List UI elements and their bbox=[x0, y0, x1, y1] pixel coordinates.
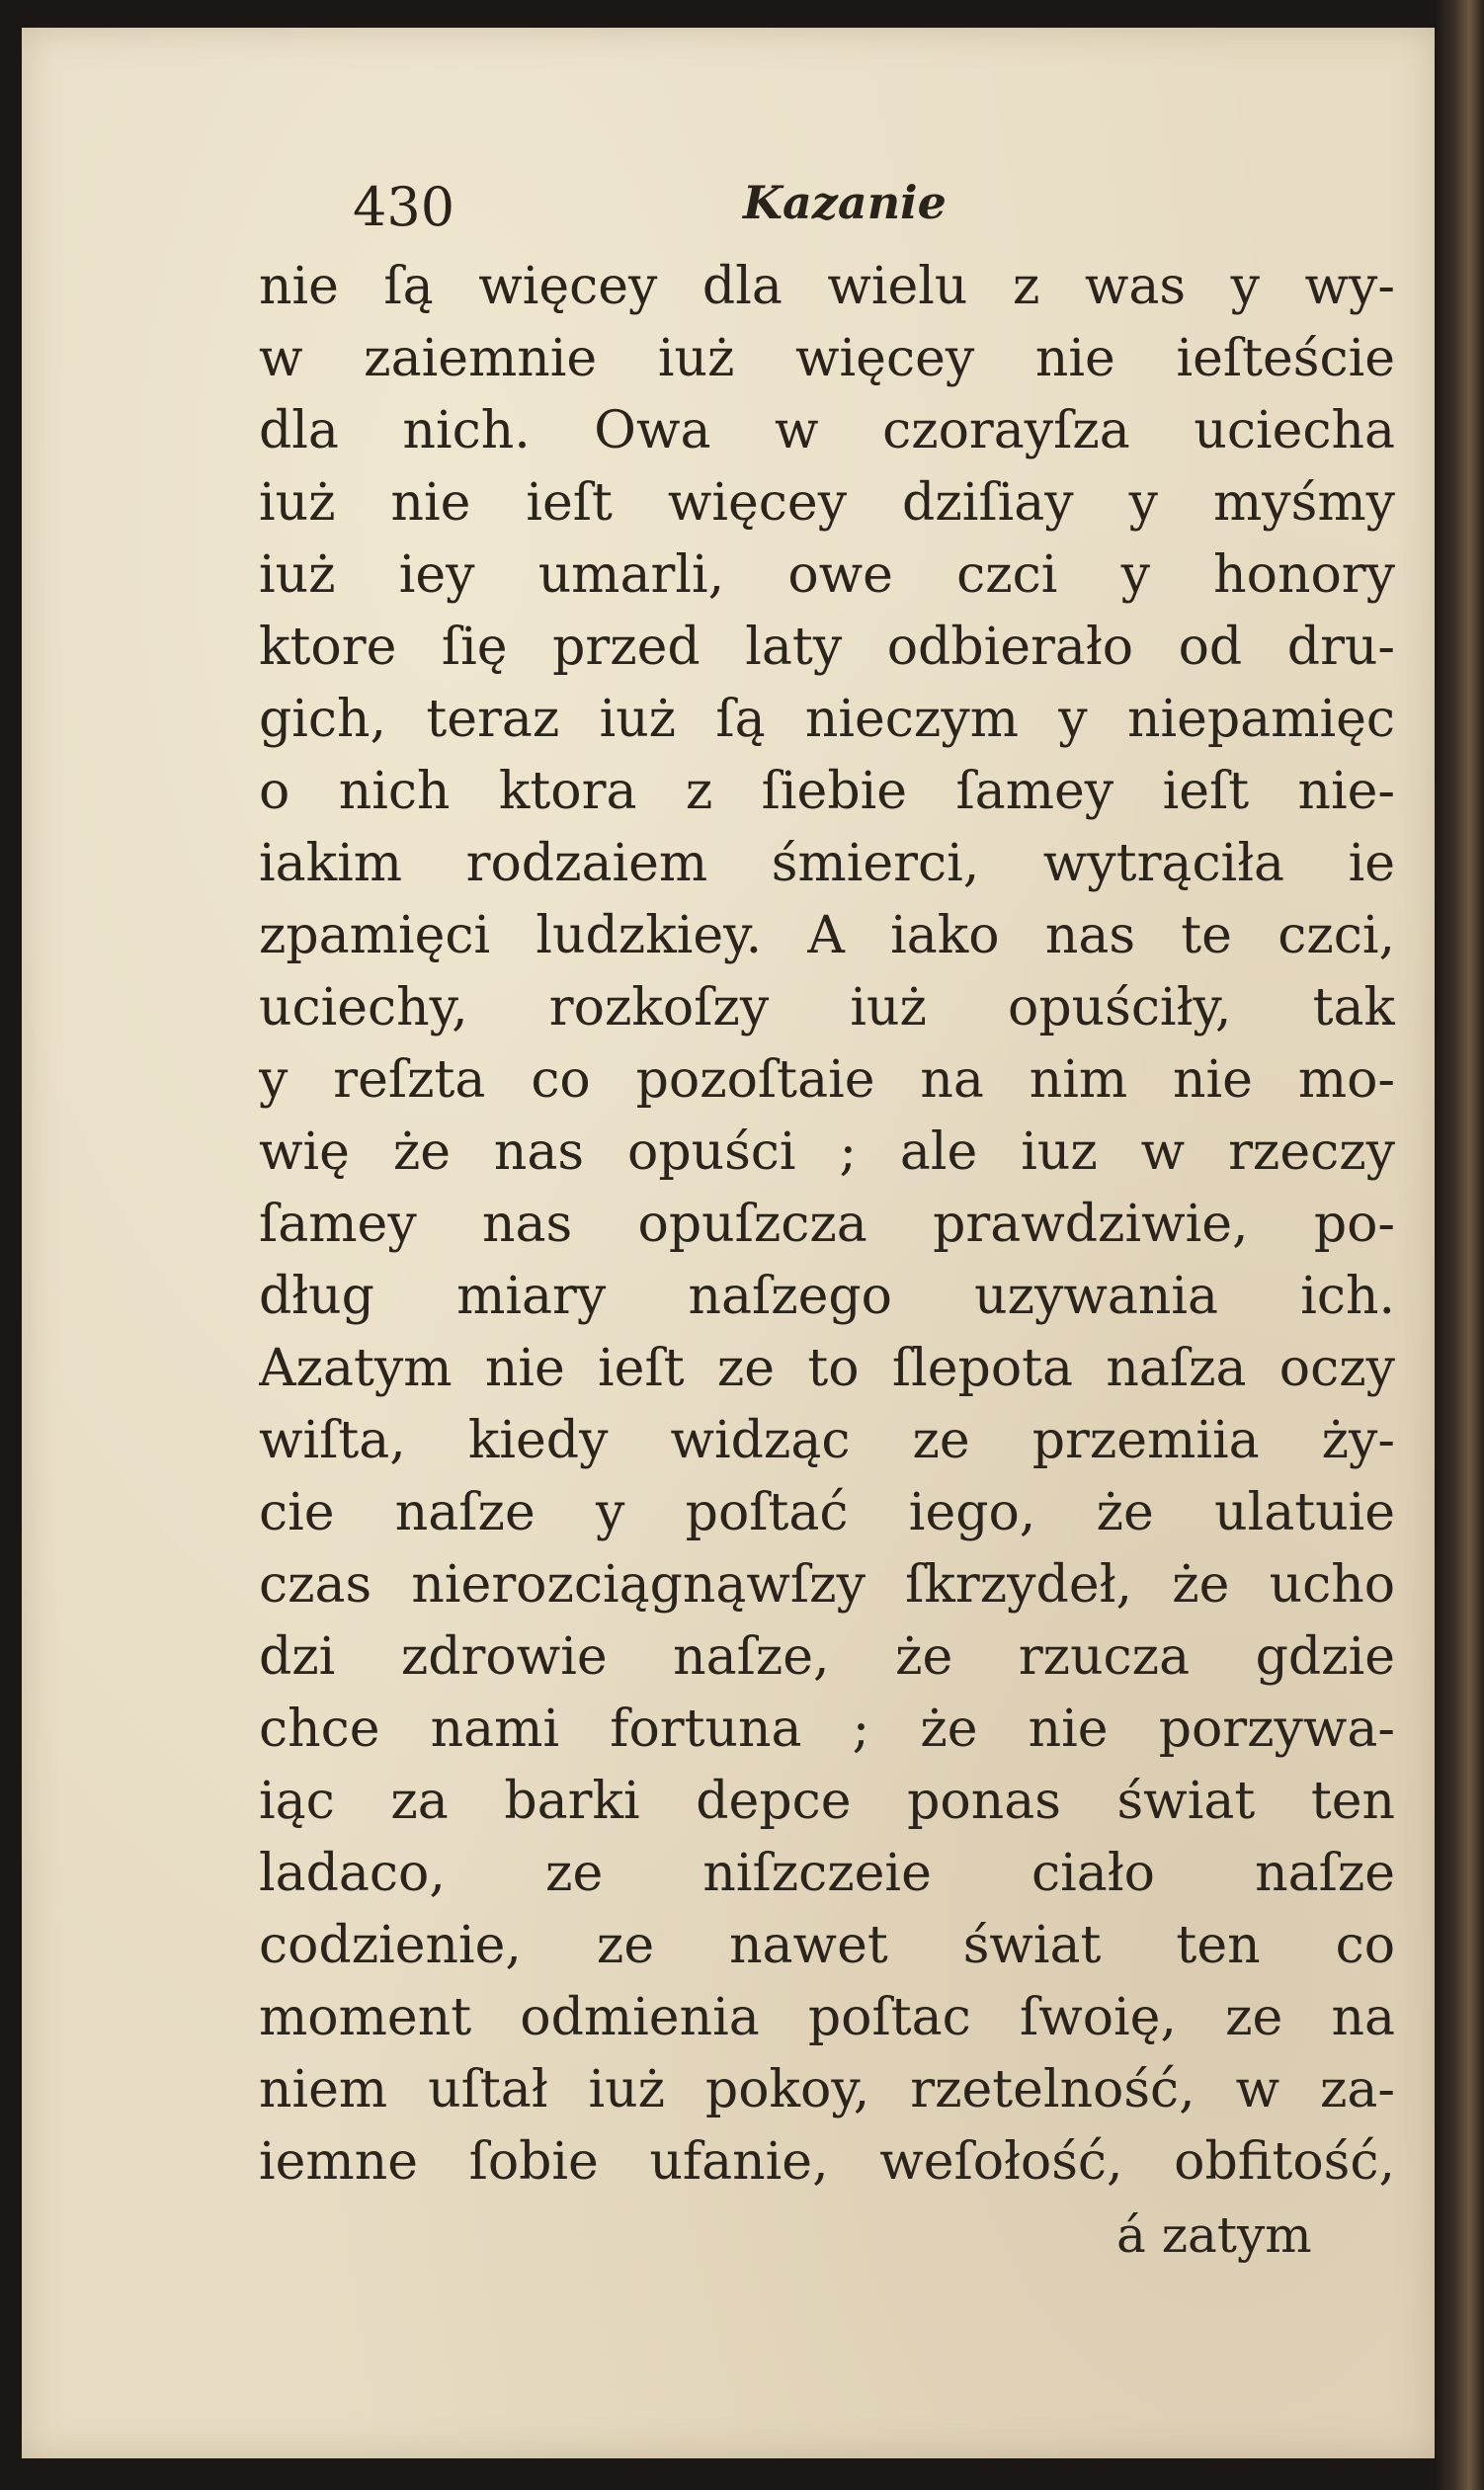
text-line: ſamey nas opuſzcza prawdziwie, po- bbox=[259, 1195, 1395, 1254]
text-line: ktore ſię przed laty odbierało od dru- bbox=[259, 618, 1395, 677]
page-header bbox=[22, 176, 1435, 245]
text-line: iuż nie ieſt więcey dziſiay y myśmy bbox=[259, 473, 1395, 533]
catchword: á zatym bbox=[1116, 2206, 1312, 2264]
text-line: iuż iey umarli, owe czci y honory bbox=[259, 545, 1395, 605]
text-line: chce nami fortuna ; że nie porzywa- bbox=[259, 1700, 1395, 1759]
text-line: zpamięci ludzkiey. A iako nas te czci, bbox=[259, 906, 1395, 965]
text-line: iemne ſobie ufanie, weſołość, obfitość, bbox=[259, 2132, 1395, 2192]
text-line: wiſta, kiedy widząc ze przemiia ży- bbox=[259, 1411, 1395, 1470]
text-line: dla nich. Owa w czorayſza uciecha bbox=[259, 401, 1395, 460]
running-head: Kazanie bbox=[743, 176, 947, 229]
text-line: dług miary naſzego uzywania ich. bbox=[259, 1267, 1395, 1326]
body-text bbox=[259, 251, 1395, 2199]
text-line: iakim rodzaiem śmierci, wytrąciła ie bbox=[259, 834, 1395, 893]
text-line: czas nierozciągnąwſzy ſkrzydeł, że ucho bbox=[259, 1555, 1395, 1615]
text-line: wię że nas opuści ; ale iuz w rzeczy bbox=[259, 1122, 1395, 1182]
text-line: ladaco, ze niſzczeie ciało naſze bbox=[259, 1844, 1395, 1903]
text-line: iąc za barki depce ponas świat ten bbox=[259, 1772, 1395, 1831]
paper-page bbox=[22, 28, 1435, 2458]
text-line: dzi zdrowie naſze, że rzucza gdzie bbox=[259, 1627, 1395, 1687]
text-line: niem uſtał iuż pokoy, rzetelność, w za- bbox=[259, 2060, 1395, 2119]
page-number: 430 bbox=[353, 176, 455, 238]
text-line: uciechy, rozkoſzy iuż opuściły, tak bbox=[259, 978, 1395, 1038]
text-line: nie ſą więcey dla wielu z was y wy- bbox=[259, 257, 1395, 316]
text-line: codzienie, ze nawet świat ten co bbox=[259, 1916, 1395, 1975]
text-line: Azatym nie ieſt ze to ſlepota naſza oczy bbox=[259, 1339, 1395, 1398]
text-line: gich, teraz iuż ſą nieczym y niepamięc bbox=[259, 690, 1395, 749]
text-line: moment odmienia poſtac ſwoię, ze na bbox=[259, 1988, 1395, 2047]
text-line: w zaiemnie iuż więcey nie ieſteście bbox=[259, 329, 1395, 388]
text-line: o nich ktora z ſiebie ſamey ieſt nie- bbox=[259, 762, 1395, 821]
book-spine-edge bbox=[1435, 0, 1484, 2490]
text-line: y reſzta co pozoſtaie na nim nie mo- bbox=[259, 1050, 1395, 1110]
text-line: cie naſze y poſtać iego, że ulatuie bbox=[259, 1483, 1395, 1542]
